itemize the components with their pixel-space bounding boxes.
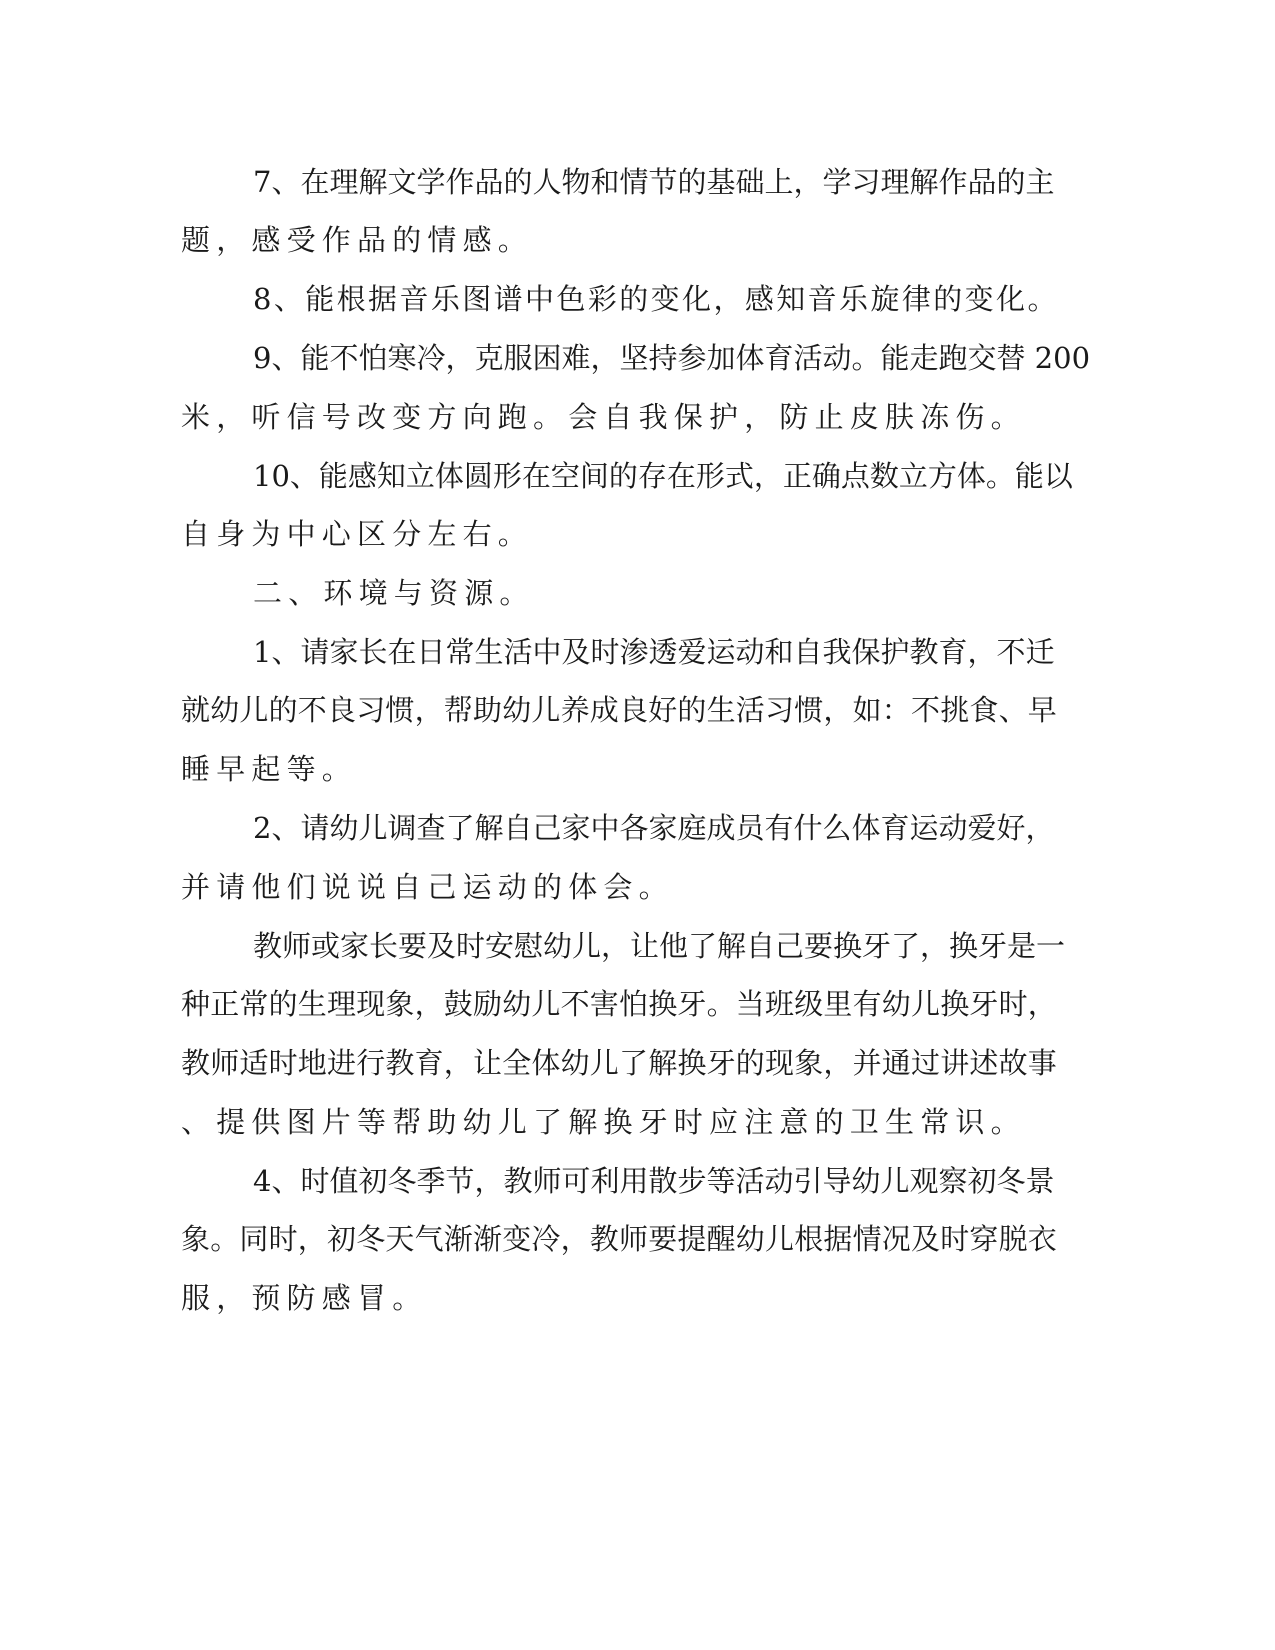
text-line: 象。同时，初冬天气渐渐变冷，教师要提醒幼儿根据情况及时穿脱衣 [181,1222,1058,1256]
text-line: 10、能感知立体圆形在空间的存在形式，正确点数立方体。能以 [253,459,1073,493]
text-line: 4、时值初冬季节，教师可利用散步等活动引导幼儿观察初冬景 [253,1164,1055,1198]
text-line: 2、请幼儿调查了解自己家中各家庭成员有什么体育运动爱好， [253,811,1055,845]
text-line: 米，听信号改变方向跑。会自我保护，防止皮肤冻伤。 [181,400,1026,434]
text-line: 9、能不怕寒冷，克服困难，坚持参加体育活动。能走跑交替 200 [253,341,1091,375]
text-line: 教师或家长要及时安慰幼儿，让他了解自己要换牙了，换牙是一 [253,929,1066,963]
text-line: 教师适时地进行教育，让全体幼儿了解换牙的现象，并通过讲述故事 [181,1046,1058,1080]
text-line: 自身为中心区分左右。 [181,517,534,551]
text-line: 就幼儿的不良习惯，帮助幼儿养成良好的生活习惯，如：不挑食、早 [181,693,1058,727]
text-line: 服，预防感冒。 [181,1281,428,1315]
text-line: 1、请家长在日常生活中及时渗透爱运动和自我保护教育，不迁 [253,635,1055,669]
text-line: 种正常的生理现象，鼓励幼儿不害怕换牙。当班级里有幼儿换牙时， [181,987,1058,1021]
section-heading: 二、环境与资源。 [253,576,535,610]
text-line: 睡早起等。 [181,752,358,786]
text-line: 题，感受作品的情感。 [181,223,534,257]
text-line: 并请他们说说自己运动的体会。 [181,870,674,904]
text-line: 、提供图片等帮助幼儿了解换牙时应注意的卫生常识。 [181,1105,1026,1139]
text-line: 7、在理解文学作品的人物和情节的基础上，学习理解作品的主 [253,165,1055,199]
text-line: 8、能根据音乐图谱中色彩的变化，感知音乐旋律的变化。 [253,282,1059,316]
